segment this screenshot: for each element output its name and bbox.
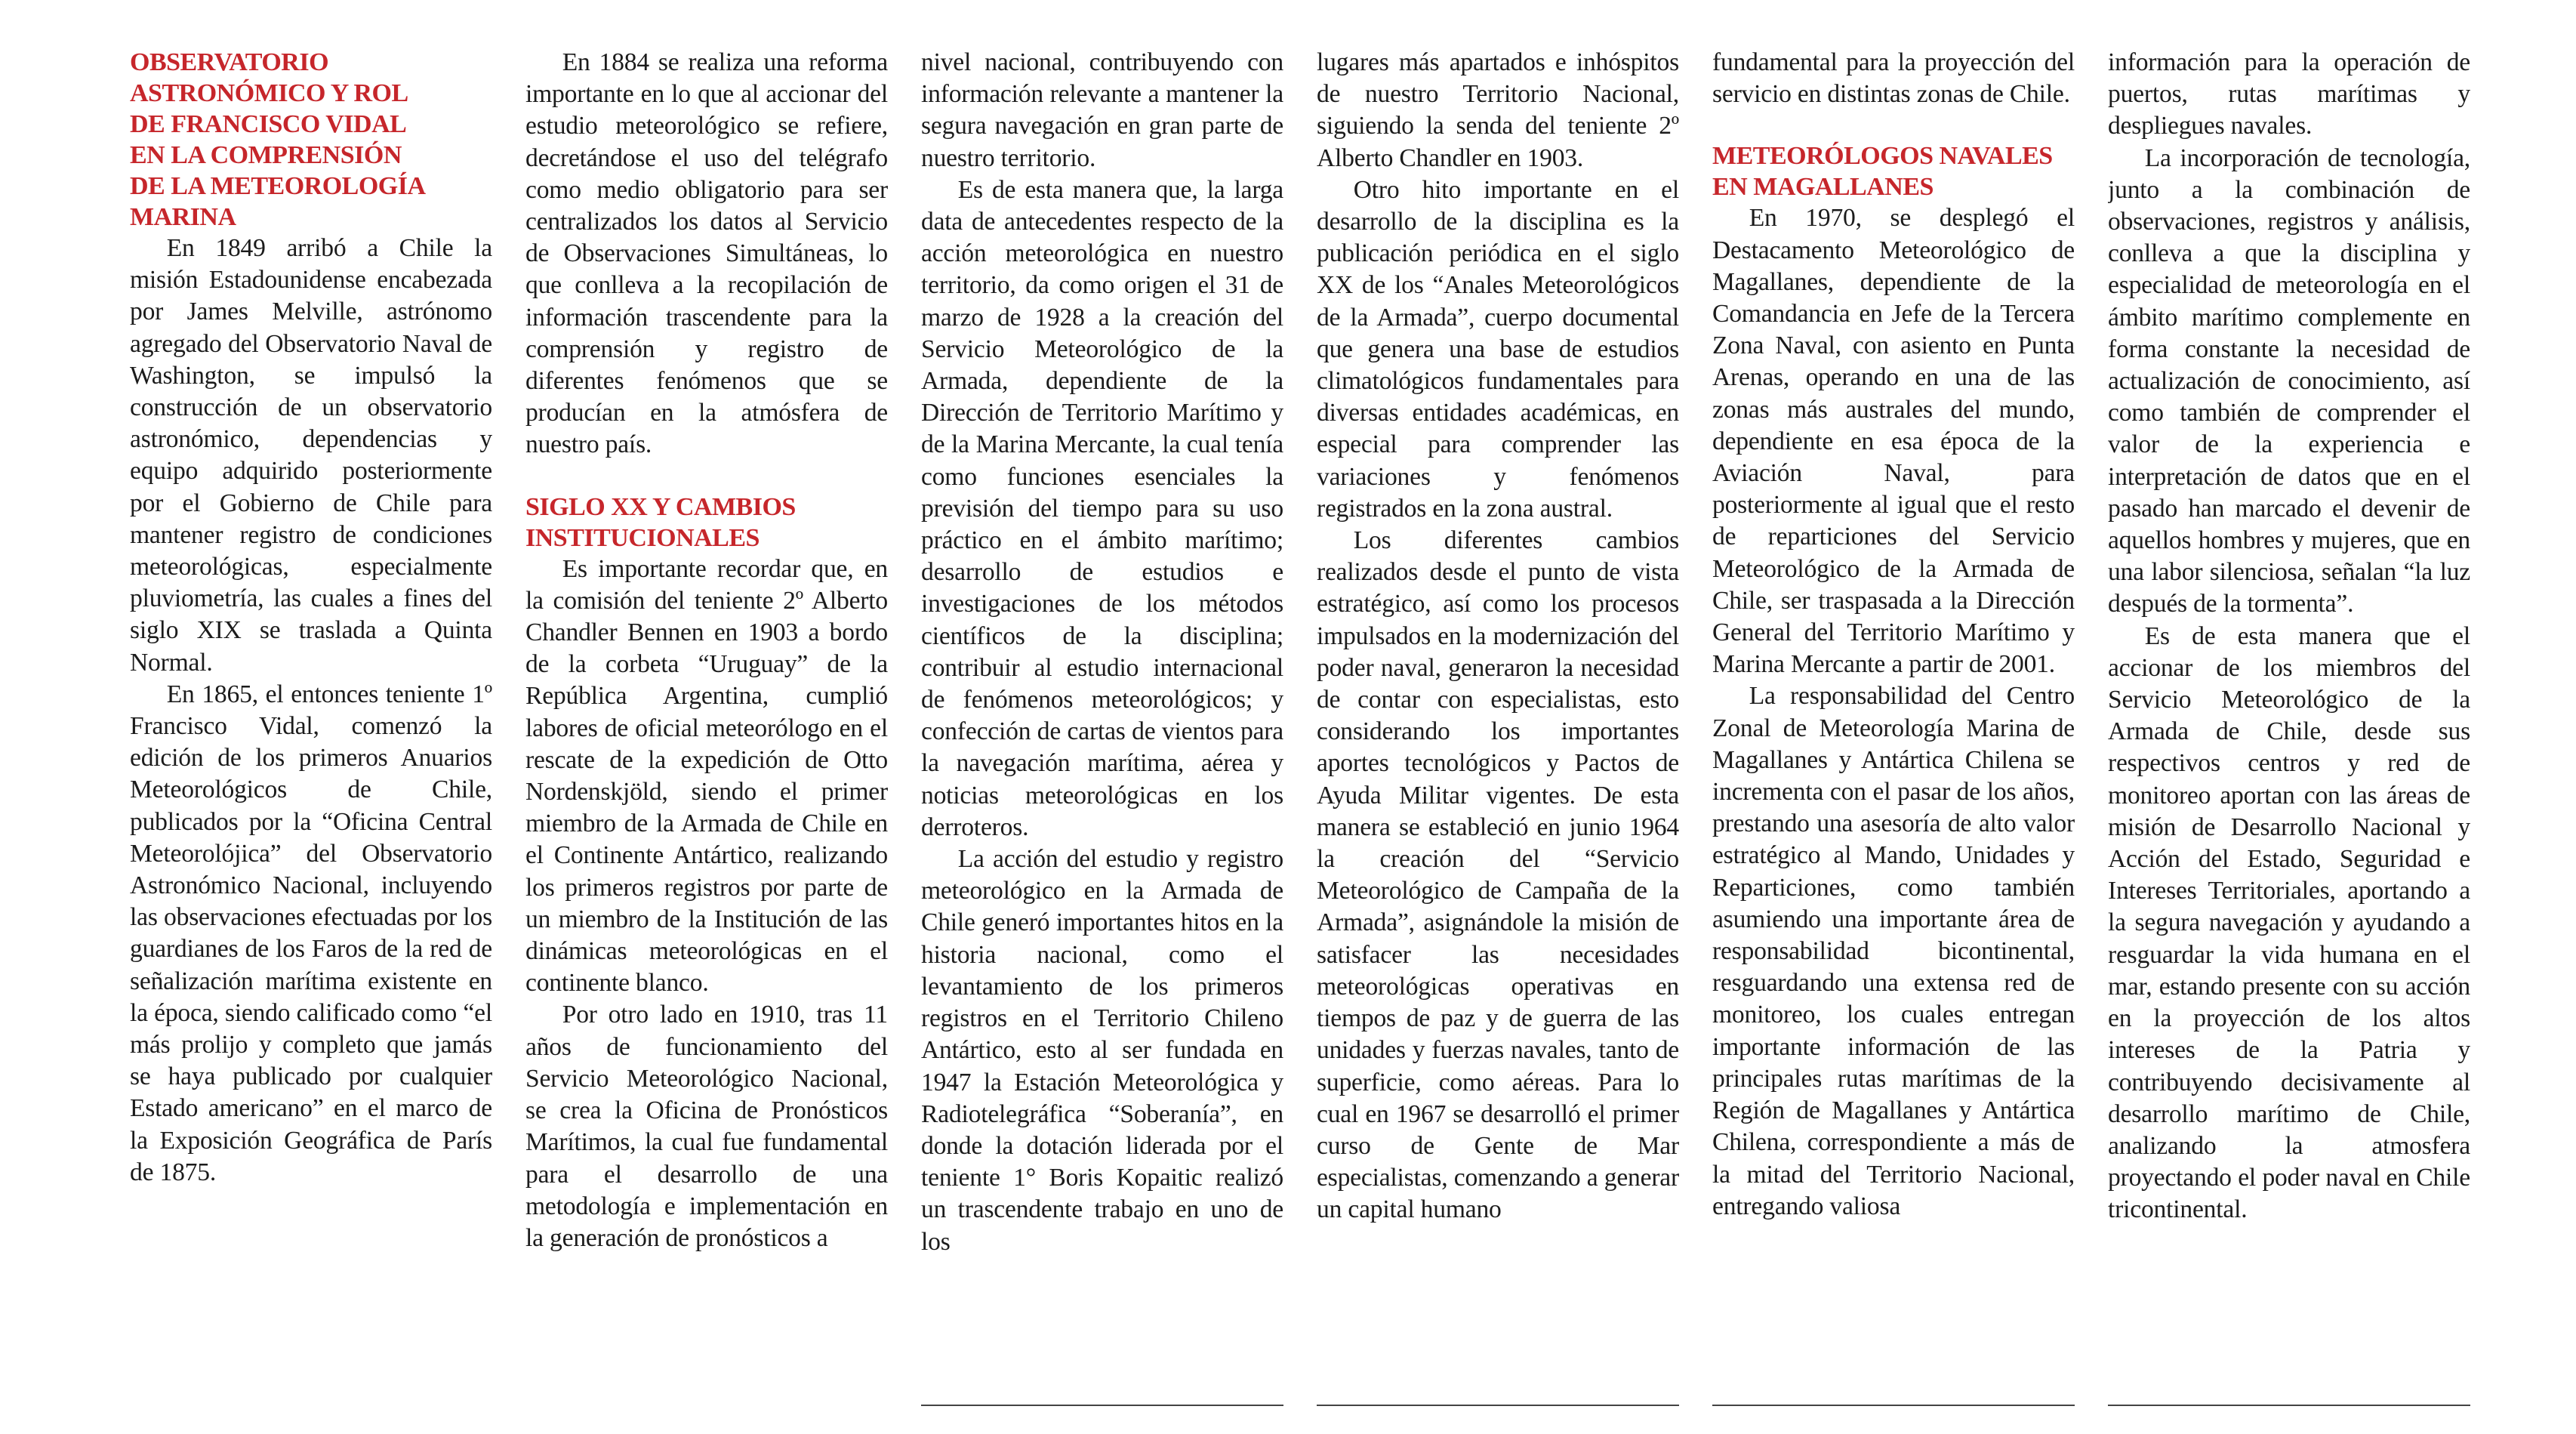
column-1 — [130, 47, 492, 1406]
paragraph: En 1849 arribó a Chile la misión Estadounidense encabezada por James Melville, astrónomo agregado del Observatorio Naval de Washington, se impulsó la construcción de un observatorio astronómico, dependencias y equipo adquirido posteriormente por el Gobierno de Chile para mantener registro de condiciones meteorológicas, especialmente pluviometría, las cuales a fines del siglo XIX se traslada a Quinta Normal. — [130, 234, 492, 677]
paragraph: Por otro lado en 1910, tras 11 años de funcionamiento del Servicio Meteorológico Nacional, se crea la Oficina de Pronósticos Marítimos, la cual fue fundamental para el desarrollo de una metodología e implementación en la generación de pronósticos a — [525, 1001, 888, 1252]
column-5 — [1712, 47, 2075, 1406]
paragraph: La incorporación de tecnología, junto a la combinación de observaciones, registros y análisis, conlleva a que la disciplina y especialidad de meteorología en el ámbito marítimo complemente en forma constante la necesidad de actualización de conocimiento, así como también de comprender el valor de la experiencia e interpretación de datos que en el pasado han marcado el devenir de aquellos hombres y mujeres, que en una labor silenciosa, señalan “la luz después de la tormenta”. — [2108, 143, 2470, 618]
paragraph: Otro hito importante en el desarrollo de la disciplina es la publicación periódica en el siglo XX de los “Anales Meteorológicos de la Armada”, cuerpo documental que genera una base de estudios climatológicos fundamentales para diversas entidades académicas, en especial para comprender las variaciones y fenómenos registrados en la zona austral. — [1317, 175, 1679, 523]
paragraph: fundamental para la proyección del servicio en distintas zonas de Chile. — [1712, 48, 2075, 109]
column-3 — [921, 47, 1283, 1406]
paragraph: En 1970, se desplegó el Destacamento Meteorológico de Magallanes, dependiente de la Comandancia en Jefe de la Tercera Zona Naval, con asiento en Punta Arenas, operando en una de las zonas más australes del mundo, dependiente en esa época de la Aviación Naval, para posteriormente al igual que el resto de reparticiones del Servicio Meteorológico de la Armada de Chile, ser traspasada a la Dirección General del Territorio Marítimo y Marina Mercante a partir de 2001. — [1712, 204, 2075, 679]
section-spacer — [525, 461, 888, 492]
section-heading: SIGLO XX Y CAMBIOS INSTITUCIONALES — [525, 492, 796, 552]
paragraph: nivel nacional, contribuyendo con información relevante a mantener la segura navegación en gran parte de nuestro territorio. — [921, 48, 1283, 172]
paragraph: La acción del estudio y registro meteorológico en la Armada de Chile generó importantes hitos en la historia nacional, como el levantamiento de los primeros registros en el Territorio Chileno Antártico, esto al ser fundada en 1947 la Estación Meteorológica y Radiotelegráfica “Soberanía”, en donde la dotación liderada por el teniente 1° Boris Kopaitic realizó un trascendente trabajo en uno de los — [921, 845, 1283, 1256]
paragraph: información para la operación de puertos, rutas marítimas y despliegues navales. — [2108, 48, 2470, 140]
column-2 — [525, 47, 888, 1406]
paragraph: En 1884 se realiza una reforma importante en lo que al accionar del estudio meteorológico se refiere, decretándose el uso del telégrafo como medio obligatorio para ser centralizados los datos al Servicio de Observaciones Simultáneas, lo que conlleva a la recopilación de información trascendente para la comprensión y registro de diferentes fenómenos que se producían en la atmósfera de nuestro país. — [525, 48, 888, 459]
paragraph: En 1865, el entonces teniente 1º Francisco Vidal, comenzó la edición de los primeros Anuarios Meteorológicos de Chile, publicados por la “Oficina Central Meteorolójica” del Observatorio Astronómico Nacional, incluyendo las observaciones efectuadas por los guardianes de los Faros de la red de señalización marítima existente en la época, siendo calificado como “el más prolijo y completo que jamás se haya publicado por cualquier Estado americano” en el marco de la Exposición Geográfica de París de 1875. — [130, 680, 492, 1186]
paragraph: Es importante recordar que, en la comisión del teniente 2º Alberto Chandler Bennen en 1903 a bordo de la corbeta “Uruguay” de la República Argentina, cumplió labores de oficial meteorólogo en el rescate de la expedición de Otto Nordenskjöld, siendo el primer miembro de la Armada de Chile en el Continente Antártico, realizando los primeros registros por parte de un miembro de la Institución de las dinámicas meteorológicas en el continente blanco. — [525, 554, 888, 998]
section-spacer — [1712, 110, 2075, 140]
section-heading: OBSERVATORIO ASTRONÓMICO Y ROL DE FRANCISCO VIDAL EN LA COMPRENSIÓN DE LA METEOROLOGÍA MARINA — [130, 48, 426, 231]
newspaper-page — [130, 47, 2470, 1421]
paragraph: Es de esta manera que, la larga data de antecedentes respecto de la acción meteorológica en nuestro territorio, da como origen el 31 de marzo de 1928 a la creación del Servicio Meteorológico de la Armada, dependiente de la Dirección de Territorio Marítimo y de la Marina Mercante, la cual tenía como funciones esenciales la previsión del tiempo para su uso práctico en el ámbito marítimo; desarrollo de estudios e investigaciones de los métodos científicos de la disciplina; contribuir al estudio internacional de fenómenos meteorológicos; y confección de cartas de vientos para la navegación marítima, aérea y noticias meteorológicas en los derroteros. — [921, 175, 1283, 841]
paragraph: lugares más apartados e inhóspitos de nuestro Territorio Nacional, siguiendo la senda del teniente 2º Alberto Chandler en 1903. — [1317, 48, 1679, 172]
paragraph: La responsabilidad del Centro Zonal de Meteorología Marina de Magallanes y Antártica Chilena se incrementa con el pasar de los años, prestando una asesoría de alto valor estratégico al Mando, Unidades y Reparticiones, como también asumiendo una importante área de responsabilidad bicontinental, resguardando una extensa red de monitoreo, los cuales entregan importante información de las principales rutas marítimas de la Región de Magallanes y Antártica Chilena, correspondiente a más de la mitad del Territorio Nacional, entregando valiosa — [1712, 682, 2075, 1220]
paragraph: Los diferentes cambios realizados desde el punto de vista estratégico, así como los procesos impulsados en la modernización del poder naval, generaron la necesidad de contar con especialistas, esto considerando los importantes aportes tecnológicos y Pactos de Ayuda Militar vigentes. De esta manera se estableció en junio 1964 la creación del “Servicio Meteorológico de Campaña de la Armada”, asignándole la misión de satisfacer las necesidades meteorológicas operativas en tiempos de paz y de guerra de las unidades y fuerzas navales, tanto de superficie, como aéreas. Para lo cual en 1967 se desarrolló el primer curso de Gente de Mar especialistas, comenzando a generar un capital humano — [1317, 526, 1679, 1224]
paragraph: Es de esta manera que el accionar de los miembros del Servicio Meteorológico de la Armada de Chile, desde sus respectivos centros y red de monitoreo aportan con las áreas de misión de Desarrollo Nacional y Acción del Estado, Seguridad e Intereses Territoriales, aportando a la segura navegación y ayudando a resguardar la vida humana en el mar, estando presente con su acción en la proyección de los altos intereses de la Patria y contribuyendo decisivamente al desarrollo marítimo de Chile, analizando la atmosfera proyectando el poder naval en Chile tricontinental. — [2108, 621, 2470, 1224]
article-columns — [130, 47, 2470, 1406]
column-4 — [1317, 47, 1679, 1406]
section-heading: METEORÓLOGOS NAVALES EN MAGALLANES — [1712, 142, 2053, 202]
column-6 — [2108, 47, 2470, 1406]
